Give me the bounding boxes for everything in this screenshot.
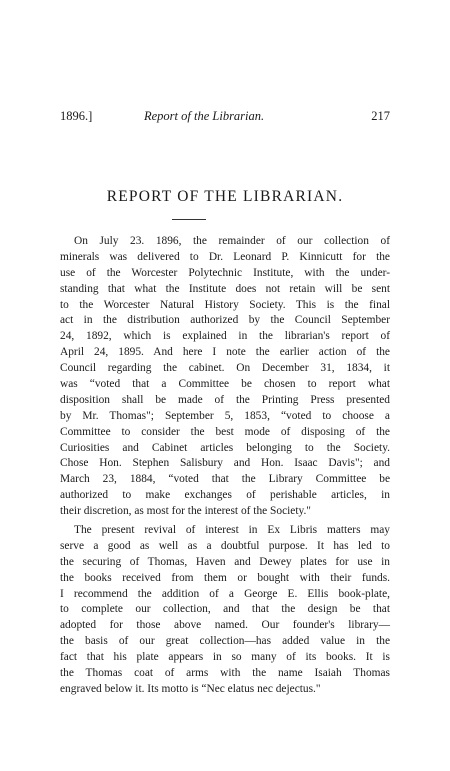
paragraph-ex-libris — [60, 523, 390, 698]
text-line: the books received from them or bought with their funds. — [60, 571, 390, 584]
text-line: minerals was delivered to Dr. Leonard P. Kinnicutt for the — [60, 250, 390, 263]
text-line: by Mr. Thomas"; September 5, 1853, “voted to choose a — [60, 409, 390, 422]
text-line: act in the distribution authorized by the Council September — [60, 314, 390, 327]
text-line: was “voted that a Committee be chosen to report what — [60, 378, 390, 391]
title-divider-rule — [172, 219, 206, 220]
text-line: adopted for those above named. Our founder's library— — [60, 619, 390, 632]
text-line: disposition shall be made of the Printing Press presented — [60, 393, 390, 406]
text-line: I recommend the addition of a George E. Ellis book-plate, — [60, 587, 390, 600]
running-head-year: 1896.] — [60, 109, 93, 123]
running-head — [60, 107, 390, 125]
text-line: On July 23. 1896, the remainder of our collection of — [74, 235, 390, 247]
report-body — [60, 234, 390, 698]
text-line: fact that his plate appears in so many of its books. It is — [60, 651, 390, 664]
text-line: The present revival of interest in Ex Libris matters may — [74, 524, 390, 537]
text-line: the Thomas coat of arms with the name Isaiah Thomas — [60, 667, 390, 680]
text-line: engraved below it. Its motto is “Nec elatus nec dejectus." — [60, 682, 321, 695]
text-line: March 23, 1884, “voted that the Library Committee be — [60, 473, 390, 486]
text-line: to complete our collection, and that the design be that — [60, 603, 390, 616]
text-line: Committee to consider the best mode of disposing of the — [60, 425, 390, 438]
paragraph-minerals-distribution — [60, 234, 390, 520]
text-line: their discretion, as most for the interest of the Society." — [60, 505, 311, 518]
running-head-section-title: Report of the Librarian. — [144, 109, 265, 123]
text-line: Chose Hon. Stephen Salisbury and Hon. Isaac Davis"; and — [60, 457, 390, 470]
text-line: Council regarding the cabinet. On December 31, 1834, it — [60, 362, 390, 375]
text-line: April 24, 1895. And here I note the earlier action of the — [60, 346, 390, 359]
text-line: the basis of our great collection—has added value in the — [60, 635, 390, 648]
text-line: the securing of Thomas, Haven and Dewey plates for use in — [60, 555, 390, 568]
text-line: to the Worcester Natural History Society. This is the final — [60, 298, 390, 311]
text-line: standing that what the Institute does not retain will be sent — [60, 282, 390, 295]
text-line: 24, 1892, which is explained in the librarian's report of — [60, 330, 390, 343]
page-number: 217 — [371, 109, 390, 123]
text-line: authorized to make exchanges of perishable articles, in — [60, 489, 390, 502]
report-title: REPORT OF THE LIBRARIAN. — [106, 188, 344, 205]
text-line: serve a good as well as a doubtful purpose. It has led to — [60, 539, 390, 552]
text-line: use of the Worcester Polytechnic Institute, with the under- — [60, 266, 390, 279]
text-line: Curiosities and Cabinet articles belonging to the Society. — [60, 441, 390, 454]
